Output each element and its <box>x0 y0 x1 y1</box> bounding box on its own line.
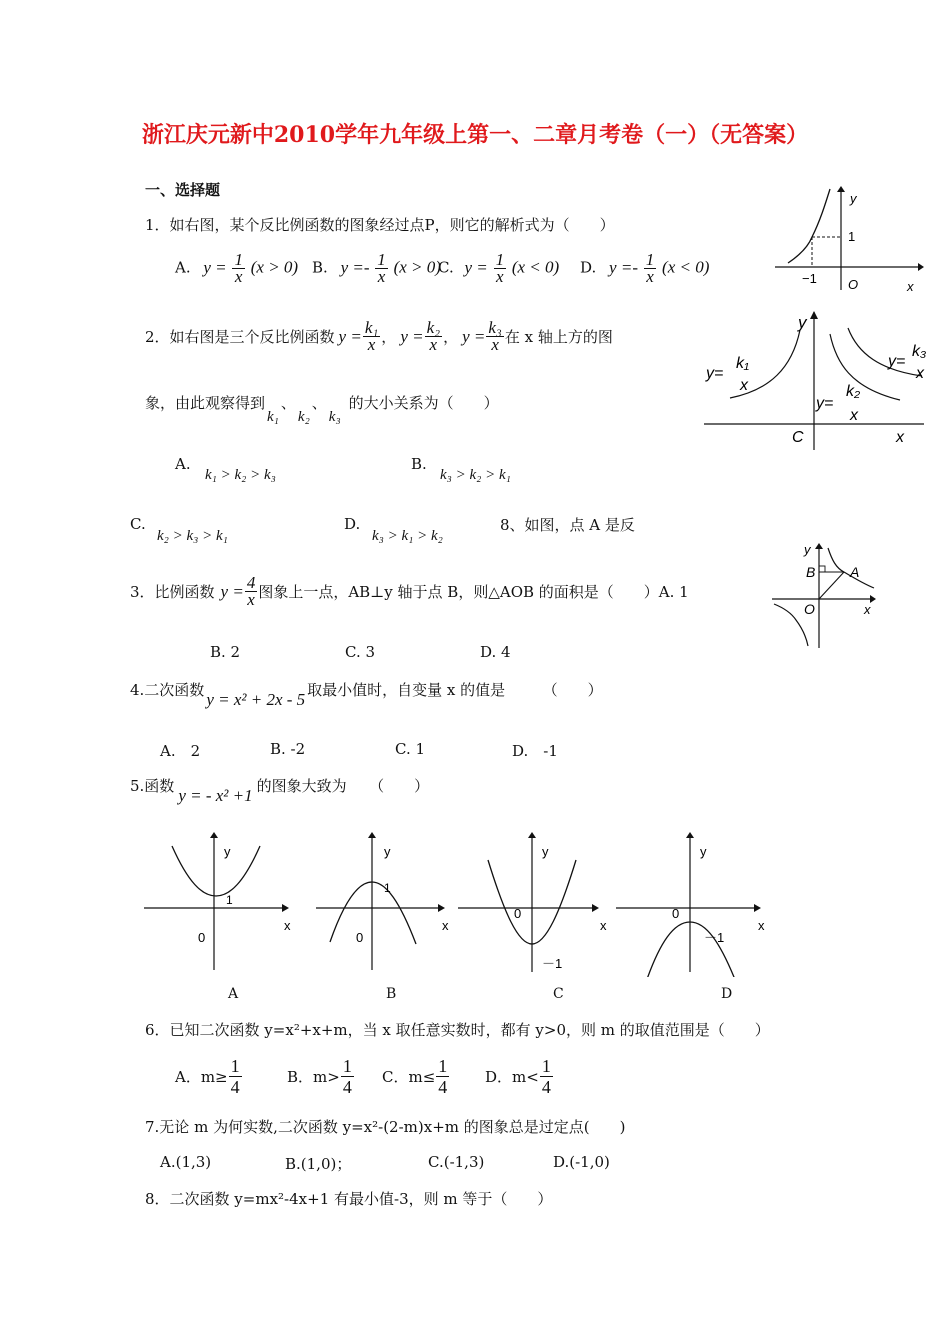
q5c-label-x: x <box>600 918 607 933</box>
q3-segment-oa <box>819 572 844 599</box>
q4-option-c: C. 1 <box>395 740 426 758</box>
q6-b-num: 1 <box>342 1056 352 1076</box>
q1-c-num: 1 <box>495 250 505 269</box>
q4-formula: y = x² + 2x - 5 <box>206 690 306 709</box>
q2-curve-k3 <box>848 328 922 376</box>
q2-label-l3x: x <box>916 365 924 382</box>
q6-option-c-text: C．m≤ <box>382 1068 436 1086</box>
q2-line2-b: 的大小关系为（ ） <box>348 394 499 412</box>
q3-label-b: B <box>806 564 816 580</box>
q3-f-frac <box>245 575 258 608</box>
q2-sep-2: ， <box>443 327 459 346</box>
q6-c-num: 1 <box>438 1056 448 1076</box>
q2-label-l1k: k₁ <box>736 355 750 372</box>
q6-stem: 6．已知二次函数 y=x²+x+m，当 x 取任意实数时，都有 y>0，则 m 的取值范围是（ ） <box>145 1021 770 1039</box>
q1-option-b <box>312 252 441 285</box>
q2-f2-num: k₂ <box>426 318 441 337</box>
q5b-label-one: 1 <box>384 881 391 895</box>
page-title: 浙江庆元新中2010学年九年级上第一、二章月考卷（一）（无答案） <box>141 122 809 148</box>
q1-b-num: 1 <box>377 250 386 269</box>
q5-graph-a <box>142 832 302 972</box>
q5c-label-y: y <box>542 844 549 859</box>
q5a-label-y: y <box>224 844 231 859</box>
q1-option-a-frac <box>232 252 245 285</box>
q1-option-a <box>175 252 298 285</box>
q1-curve <box>788 189 830 263</box>
q2-label-x: x <box>896 429 904 446</box>
q5-graph-b-label: B <box>386 986 397 1002</box>
q4-prefix: 4.二次函数 <box>130 681 205 699</box>
q2-f3-frac <box>486 320 503 353</box>
q2-label-l3k: k₃ <box>912 343 927 360</box>
q1-d-den: x <box>646 267 654 286</box>
q6-option-d-frac <box>540 1056 553 1097</box>
q7-option-a: A.(1,3) <box>160 1153 212 1171</box>
q3-y-arrow-icon <box>815 543 823 549</box>
q6-d-num: 1 <box>541 1056 551 1076</box>
q5-graph-d-label: D <box>721 986 733 1002</box>
q6-option-a <box>175 1056 243 1097</box>
q2-sep-1: ， <box>381 327 397 346</box>
q2-prefix: 2．如右图是三个反比例函数 <box>145 327 335 346</box>
q2-dun-1: 、 <box>280 394 296 412</box>
q5a-label-zero: 0 <box>198 930 206 945</box>
q5-formula: y = - x² +1 <box>178 786 253 805</box>
q3-option-c: C. 3 <box>345 643 376 661</box>
q3-intro: 8、如图，点 A 是反 <box>500 516 635 534</box>
q1-option-a-cond: (x > 0) <box>250 257 299 277</box>
q2-figure <box>700 310 930 452</box>
q5c-label-one: －1 <box>542 956 563 971</box>
q3-label-y: y <box>804 542 811 557</box>
q7-option-c: C.(-1,3) <box>428 1153 485 1171</box>
q5-graph-d <box>614 832 774 977</box>
q4-option-a: A. 2 <box>160 742 201 760</box>
q1-option-b-cond: (x > 0) <box>393 257 441 277</box>
q2-option-a: k₁ > k₂ > k₃ <box>205 467 276 483</box>
q1-label-x: x <box>907 279 914 294</box>
q5d-x-arrow-icon <box>754 904 761 912</box>
q2-label-l3: y= <box>888 353 906 370</box>
q5c-x-arrow-icon <box>592 904 599 912</box>
q1-option-b-frac <box>375 252 388 285</box>
q2-option-d: k₃ > k₁ > k₂ <box>372 528 443 544</box>
q2-f2-frac <box>425 320 442 353</box>
q6-c-den: 4 <box>438 1077 448 1097</box>
q6-option-d <box>485 1056 554 1097</box>
q1-option-d-frac <box>644 252 657 285</box>
q5d-label-y: y <box>700 844 707 859</box>
q2-f3-num: k₃ <box>488 318 502 337</box>
q2-option-c-label: C. <box>130 515 146 533</box>
q8-stem: 8．二次函数 y=mx²-4x+1 有最小值-3，则 m 等于（ ） <box>145 1190 553 1208</box>
q2-label-l1x: x <box>740 377 748 394</box>
q2-option-b: k₃ > k₂ > k₁ <box>440 467 511 483</box>
q3-rest: 图象上一点，AB⊥y 轴于点 B，则△AOB 的面积是（ ）A. 1 <box>258 582 689 601</box>
q6-a-num: 1 <box>230 1056 240 1076</box>
q5c-y-arrow-icon <box>528 832 536 838</box>
q2-k1: k₁ <box>267 409 279 425</box>
q4-option-b: B. -2 <box>270 740 306 758</box>
q5b-label-y: y <box>384 844 391 859</box>
q2-line2-a: 象，由此观察得到 <box>145 394 266 412</box>
q2-label-c: C <box>792 429 804 446</box>
q2-option-d-label: D. <box>344 515 361 533</box>
q5a-label-one: 1 <box>226 893 233 907</box>
q5-graph-b <box>314 832 464 972</box>
q2-line2 <box>145 393 499 425</box>
q1-option-c-frac <box>494 252 507 285</box>
q5-graph-c-label: C <box>553 986 564 1002</box>
q1-option-d <box>580 252 709 285</box>
q5b-parabola <box>330 882 416 944</box>
q6-option-b-text: B．m> <box>287 1068 340 1086</box>
q6-option-c <box>382 1056 450 1097</box>
q2-f1-frac <box>363 320 380 353</box>
q5-graph-a-label: A <box>228 986 239 1002</box>
q5c-label-zero: 0 <box>514 906 522 921</box>
q3-f-y: y = <box>220 581 244 601</box>
q3-stem <box>130 575 689 608</box>
q7-option-b: B.(1,0)； <box>285 1155 352 1173</box>
q2-suffix: 在 x 轴上方的图 <box>504 327 613 346</box>
q2-f1-den: x <box>367 335 376 354</box>
q5d-label-zero: 0 <box>672 906 680 921</box>
q6-b-den: 4 <box>342 1077 352 1097</box>
q2-label-l2x: x <box>850 407 858 424</box>
q2-label-l2: y= <box>816 395 834 412</box>
q5b-y-arrow-icon <box>368 832 376 838</box>
q5a-x-arrow-icon <box>282 904 289 912</box>
q1-option-c <box>438 252 559 285</box>
q2-label-l1: y= <box>706 365 724 382</box>
q2-f2-y: y = <box>400 326 424 346</box>
q5d-label-x: x <box>758 918 765 933</box>
q5-rest: 的图象大致为 （ ） <box>256 777 430 795</box>
q1-option-c-cond: (x < 0) <box>511 257 560 277</box>
q1-option-c-y: y = <box>464 257 488 277</box>
q1-label-o: O <box>848 277 859 292</box>
q2-stem <box>145 320 613 353</box>
q1-b-den: x <box>377 267 386 286</box>
q4-option-d: D. -1 <box>512 742 558 760</box>
q3-right-angle-icon <box>819 566 825 572</box>
q3-f-den: x <box>247 590 255 609</box>
q7-option-d: D.(-1,0) <box>553 1153 610 1171</box>
q2-f1-num: k₁ <box>364 318 379 337</box>
q3-option-d: D. 4 <box>480 643 511 661</box>
q3-figure <box>770 540 890 650</box>
q6-option-c-frac <box>436 1056 449 1097</box>
q1-option-b-y: y =- <box>340 257 370 277</box>
q3-f-num: 4 <box>246 573 256 592</box>
q2-label-l2k: k₂ <box>846 383 861 400</box>
q1-c-den: x <box>496 267 504 286</box>
q2-option-a-label: A. <box>175 455 191 473</box>
q4-rest: 取最小值时，自变量 x 的值是 （ ） <box>307 681 603 699</box>
q2-f1-y: y = <box>338 326 362 346</box>
q1-option-b-label: B. <box>312 258 328 277</box>
q3-curve-left <box>774 604 808 646</box>
q5b-label-zero: 0 <box>356 930 364 945</box>
q5d-label-one: －1 <box>704 930 725 945</box>
q3-label-o: O <box>804 601 815 617</box>
q1-option-c-label: C. <box>438 258 454 277</box>
q2-f2-den: x <box>429 335 438 354</box>
q1-option-d-cond: (x < 0) <box>662 257 710 277</box>
q2-option-c: k₂ > k₃ > k₁ <box>157 528 228 544</box>
q7-stem: 7.无论 m 为何实数,二次函数 y=x²-(2-m)x+m 的图象总是过定点( ) <box>145 1118 626 1136</box>
q2-option-b-label: B. <box>411 455 427 473</box>
q1-label-one: 1 <box>848 229 856 244</box>
q6-option-d-text: D．m< <box>485 1068 539 1086</box>
q6-option-b-frac <box>341 1056 354 1097</box>
q6-d-den: 4 <box>541 1077 551 1097</box>
q2-f3-y: y = <box>462 326 486 346</box>
q1-stem: 1．如右图，某个反比例函数的图象经过点P，则它的解析式为（ ） <box>145 216 615 234</box>
q5b-x-arrow-icon <box>438 904 445 912</box>
q3-option-b: B. 2 <box>210 643 241 661</box>
q5a-y-arrow-icon <box>210 832 218 838</box>
q1-option-a-y: y = <box>203 257 227 277</box>
q1-label-neg-one: −1 <box>802 271 817 286</box>
q1-x-arrow-icon <box>918 263 924 271</box>
q1-figure <box>770 185 925 295</box>
q1-option-d-y: y =- <box>609 257 638 277</box>
q5b-label-x: x <box>442 918 449 933</box>
section-heading: 一、选择题 <box>145 181 221 199</box>
q1-option-d-label: D. <box>580 258 597 277</box>
q2-f3-den: x <box>491 335 499 354</box>
q1-a-num: 1 <box>234 250 243 269</box>
q2-label-y: y <box>798 313 807 332</box>
q5-graph-c <box>456 832 616 977</box>
q1-a-den: x <box>234 267 243 286</box>
q1-label-y: y <box>850 191 857 206</box>
q3-x-arrow-icon <box>870 595 876 603</box>
q6-option-a-frac <box>229 1056 242 1097</box>
q2-dun-2: 、 <box>311 394 327 412</box>
q1-d-num: 1 <box>645 250 655 269</box>
q5-stem <box>130 776 430 805</box>
q6-a-den: 4 <box>230 1077 240 1097</box>
q5d-y-arrow-icon <box>686 832 694 838</box>
q2-y-arrow-icon <box>810 311 818 319</box>
q1-option-a-label: A. <box>175 258 191 277</box>
q5-prefix: 5.函数 <box>130 777 175 795</box>
q2-k3: k₃ <box>328 409 341 425</box>
q3-label-x: x <box>864 602 871 617</box>
q3-prefix: 3．比例函数 <box>130 582 215 601</box>
q3-label-a: A <box>850 564 860 580</box>
q4-stem <box>130 680 603 709</box>
q1-y-arrow-icon <box>837 186 845 192</box>
q5a-label-x: x <box>284 918 291 933</box>
q6-option-a-text: A．m≥ <box>175 1068 228 1086</box>
q6-option-b <box>287 1056 355 1097</box>
q5a-parabola <box>172 846 260 896</box>
q2-k2: k₂ <box>297 409 310 425</box>
